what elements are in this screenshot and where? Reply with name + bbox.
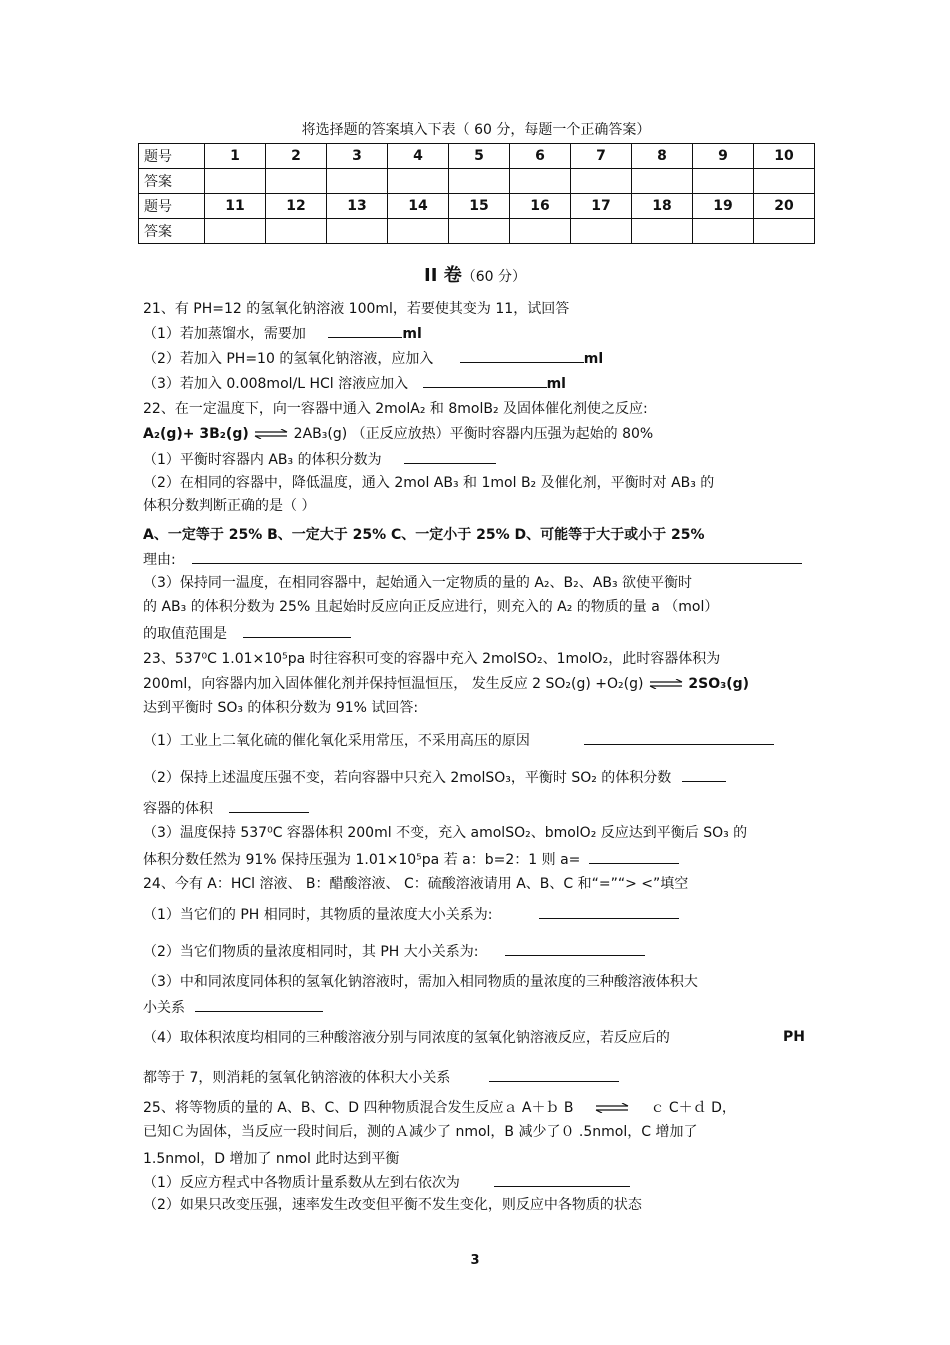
q22-part3-range — [143, 623, 351, 643]
answer-cell[interactable] — [327, 169, 388, 194]
q23-part2-volume — [143, 798, 309, 818]
q24-part4-ph: PH — [783, 1029, 805, 1045]
equilibrium-arrow-icon — [648, 679, 684, 689]
answer-cell[interactable] — [205, 219, 266, 244]
question-number: 18 — [632, 194, 693, 219]
answer-blank[interactable] — [229, 798, 309, 813]
table-row — [139, 169, 815, 194]
answer-cell[interactable] — [205, 169, 266, 194]
answer-cell[interactable] — [632, 169, 693, 194]
question-number: 10 — [754, 144, 815, 169]
q22-part2: （2）在相同的容器中，降低温度，通入 2mol AB₃ 和 1mol B₂ 及催化剂，平衡时对 AB₃ 的 — [143, 475, 715, 491]
question-number: 20 — [754, 194, 815, 219]
q25-stem — [143, 1099, 736, 1117]
q22-equation — [143, 425, 653, 443]
q25-products: ｃ C＋ｄ D， — [650, 1100, 736, 1116]
q24-part4-text: 都等于 7，则消耗的氢氧化钠溶液的体积大小关系 — [143, 1070, 451, 1086]
question-number: 8 — [632, 144, 693, 169]
q22-reason — [143, 549, 802, 569]
table-caption: 将选择题的答案填入下表（ 60 分，每题一个正确答案） — [301, 122, 651, 138]
section-title — [0, 261, 950, 287]
question-number: 3 — [327, 144, 388, 169]
question-number: 15 — [449, 194, 510, 219]
equation-right: 2AB₃(g) （正反应放热）平衡时容器内压强为起始的 80% — [293, 426, 654, 442]
q23-condition: 200ml，向容器内加入固体催化剂并保持恒温恒压， 发生反应 2 SO₂(g) +O₂(g) — [143, 676, 644, 692]
q25-stem-cont: 已知Ｃ为固体，当反应一段时间后，测的Ａ减少了 nmol，B 减少了０ .5nmol，C 增加了 — [143, 1124, 698, 1140]
q23-stem: 23、537⁰C 1.01×10⁵pa 时往容积可变的容器中充入 2molSO₂、1molO₂，此时容器体积为 — [143, 651, 721, 667]
answer-blank[interactable] — [195, 997, 323, 1012]
answer-blank[interactable] — [505, 941, 645, 956]
q24-part3-text: 小关系 — [143, 1000, 185, 1016]
question-number: 1 — [205, 144, 266, 169]
q22-part3-cont: 的 AB₃ 的体积分数为 25% 且起始时反应向正反应进行，则充入的 A₂ 的物质的量 a （mol） — [143, 599, 719, 615]
question-number: 17 — [571, 194, 632, 219]
question-number: 11 — [205, 194, 266, 219]
answer-cell[interactable] — [388, 219, 449, 244]
q21-part1 — [143, 323, 422, 343]
q25-stem-cont2: 1.5nmol，D 增加了 nmol 此时达到平衡 — [143, 1151, 400, 1167]
q23-stem-cont — [143, 675, 749, 693]
q23-part3: （3）温度保持 537⁰C 容器体积 200ml 不变，充入 amolSO₂、bmolO₂ 反应达到平衡后 SO₃ 的 — [143, 825, 748, 841]
table-row — [139, 144, 815, 169]
unit-label: ml — [402, 326, 422, 342]
answer-blank[interactable] — [243, 623, 351, 638]
question-number: 7 — [571, 144, 632, 169]
answer-cell[interactable] — [571, 219, 632, 244]
question-number: 13 — [327, 194, 388, 219]
answer-cell[interactable] — [449, 169, 510, 194]
q21-part2-text: （2）若加入 PH=10 的氢氧化钠溶液，应加入 — [143, 351, 434, 367]
answer-blank[interactable] — [192, 549, 802, 564]
unit-label: ml — [546, 376, 566, 392]
q24-part2 — [143, 941, 645, 961]
answer-table — [138, 143, 815, 244]
answer-cell[interactable] — [388, 169, 449, 194]
q23-part1 — [143, 730, 774, 750]
range-label: 的取值范围是 — [143, 626, 227, 642]
q24-part2-text: （2）当它们物质的量浓度相同时，其 PH 大小关系为: — [143, 944, 479, 960]
q24-part4: （4）取体积浓度均相同的三种酸溶液分别与同浓度的氢氧化钠溶液反应，若反应后的 — [143, 1030, 670, 1046]
question-number: 9 — [693, 144, 754, 169]
q23-part3-cont — [143, 849, 679, 869]
answer-cell[interactable] — [510, 169, 571, 194]
q24-stem: 24、今有 A：HCl 溶液、 B：醋酸溶液、 C：硫酸溶液请用 A、B、C 和“=”“> <”填空 — [143, 876, 689, 892]
equilibrium-arrow-icon — [594, 1103, 630, 1113]
q21-part1-text: （1）若加蒸馏水，需要加 — [143, 326, 306, 342]
page-number: 3 — [470, 1253, 480, 1268]
answer-blank[interactable] — [328, 323, 402, 338]
section-points: （60 分） — [461, 269, 526, 285]
volume-label: 容器的体积 — [143, 801, 213, 817]
question-number: 19 — [693, 194, 754, 219]
q21-part3-text: （3）若加入 0.008mol/L HCl 溶液应加入 — [143, 376, 409, 392]
q25-part1-text: （1）反应方程式中各物质计量系数从左到右依次为 — [143, 1175, 460, 1191]
question-number: 2 — [266, 144, 327, 169]
q25-part1 — [143, 1172, 630, 1192]
answer-cell[interactable] — [571, 169, 632, 194]
table-row — [139, 219, 815, 244]
section-title-text: II 卷 — [424, 265, 462, 286]
answer-blank[interactable] — [460, 348, 584, 363]
q25-reactants: 25、将等物质的量的 A、B、C、D 四种物质混合发生反应ａ A＋ｂ B — [143, 1100, 574, 1116]
answer-cell[interactable] — [510, 219, 571, 244]
q22-part3: （3）保持同一温度，在相同容器中，起始通入一定物质的量的 A₂、B₂、AB₃ 欲使平衡时 — [143, 575, 693, 591]
q23-part2-text: （2）保持上述温度压强不变，若向容器中只充入 2molSO₃，平衡时 SO₂ 的体积分数 — [143, 770, 672, 786]
q23-part3-text: 体积分数任然为 91% 保持压强为 1.01×10⁵pa 若 a：b=2：1 则 a= — [143, 852, 581, 868]
q21-part2 — [143, 348, 603, 368]
q25-part2: （2）如果只改变压强，速率发生改变但平衡不发生变化，则反应中各物质的状态 — [143, 1197, 642, 1213]
q22-part1-text: （1）平衡时容器内 AB₃ 的体积分数为 — [143, 452, 382, 468]
q24-part1 — [143, 904, 679, 924]
q24-part3: （3）中和同浓度同体积的氢氧化钠溶液时，需加入相同物质的量浓度的三种酸溶液体积大 — [143, 974, 698, 990]
q22-part1 — [143, 449, 496, 469]
answer-cell[interactable] — [327, 219, 388, 244]
equation-left: A₂(g)+ 3B₂(g) — [143, 426, 249, 442]
answer-cell[interactable] — [754, 219, 815, 244]
answer-blank[interactable] — [494, 1172, 630, 1187]
answer-cell[interactable] — [449, 219, 510, 244]
row-label-number: 题号 — [139, 144, 205, 169]
question-number: 6 — [510, 144, 571, 169]
answer-blank[interactable] — [423, 373, 547, 388]
answer-blank[interactable] — [682, 767, 726, 782]
answer-cell[interactable] — [632, 219, 693, 244]
answer-cell[interactable] — [693, 219, 754, 244]
reason-label: 理由: — [143, 552, 176, 568]
equilibrium-arrow-icon — [253, 429, 289, 439]
row-label-answer: 答案 — [139, 169, 205, 194]
q23-product: 2SO₃(g) — [688, 676, 750, 692]
q23-part1-text: （1）工业上二氧化硫的催化氧化采用常压，不采用高压的原因 — [143, 733, 530, 749]
row-label-number: 题号 — [139, 194, 205, 219]
answer-cell[interactable] — [754, 169, 815, 194]
q24-part4-cont — [143, 1067, 619, 1087]
question-number: 16 — [510, 194, 571, 219]
answer-cell[interactable] — [266, 219, 327, 244]
q22-stem: 22、在一定温度下，向一容器中通入 2molA₂ 和 8molB₂ 及固体催化剂使之反应: — [143, 401, 648, 417]
question-number: 5 — [449, 144, 510, 169]
question-number: 14 — [388, 194, 449, 219]
answer-blank[interactable] — [539, 904, 679, 919]
answer-blank[interactable] — [404, 449, 496, 464]
row-label-answer: 答案 — [139, 219, 205, 244]
q23-part2 — [143, 767, 726, 787]
q22-options: A、一定等于 25% B、一定大于 25% C、一定小于 25% D、可能等于大于或小于 25% — [143, 527, 705, 543]
answer-blank[interactable] — [584, 730, 774, 745]
answer-cell[interactable] — [266, 169, 327, 194]
table-row — [139, 194, 815, 219]
q21-part3 — [143, 373, 566, 393]
answer-cell[interactable] — [693, 169, 754, 194]
q24-part1-text: （1）当它们的 PH 相同时，其物质的量浓度大小关系为: — [143, 907, 493, 923]
answer-blank[interactable] — [489, 1067, 619, 1082]
q22-part2-cont: 体积分数判断正确的是（ ） — [143, 498, 316, 514]
q23-condition2: 达到平衡时 SO₃ 的体积分数为 91% 试回答: — [143, 700, 419, 716]
q21-stem: 21、有 PH=12 的氢氧化钠溶液 100ml，若要使其变为 11，试回答 — [143, 301, 570, 317]
question-number: 12 — [266, 194, 327, 219]
question-number: 4 — [388, 144, 449, 169]
unit-label: ml — [583, 351, 604, 367]
answer-blank[interactable] — [589, 849, 679, 864]
q24-part3-cont — [143, 997, 323, 1017]
